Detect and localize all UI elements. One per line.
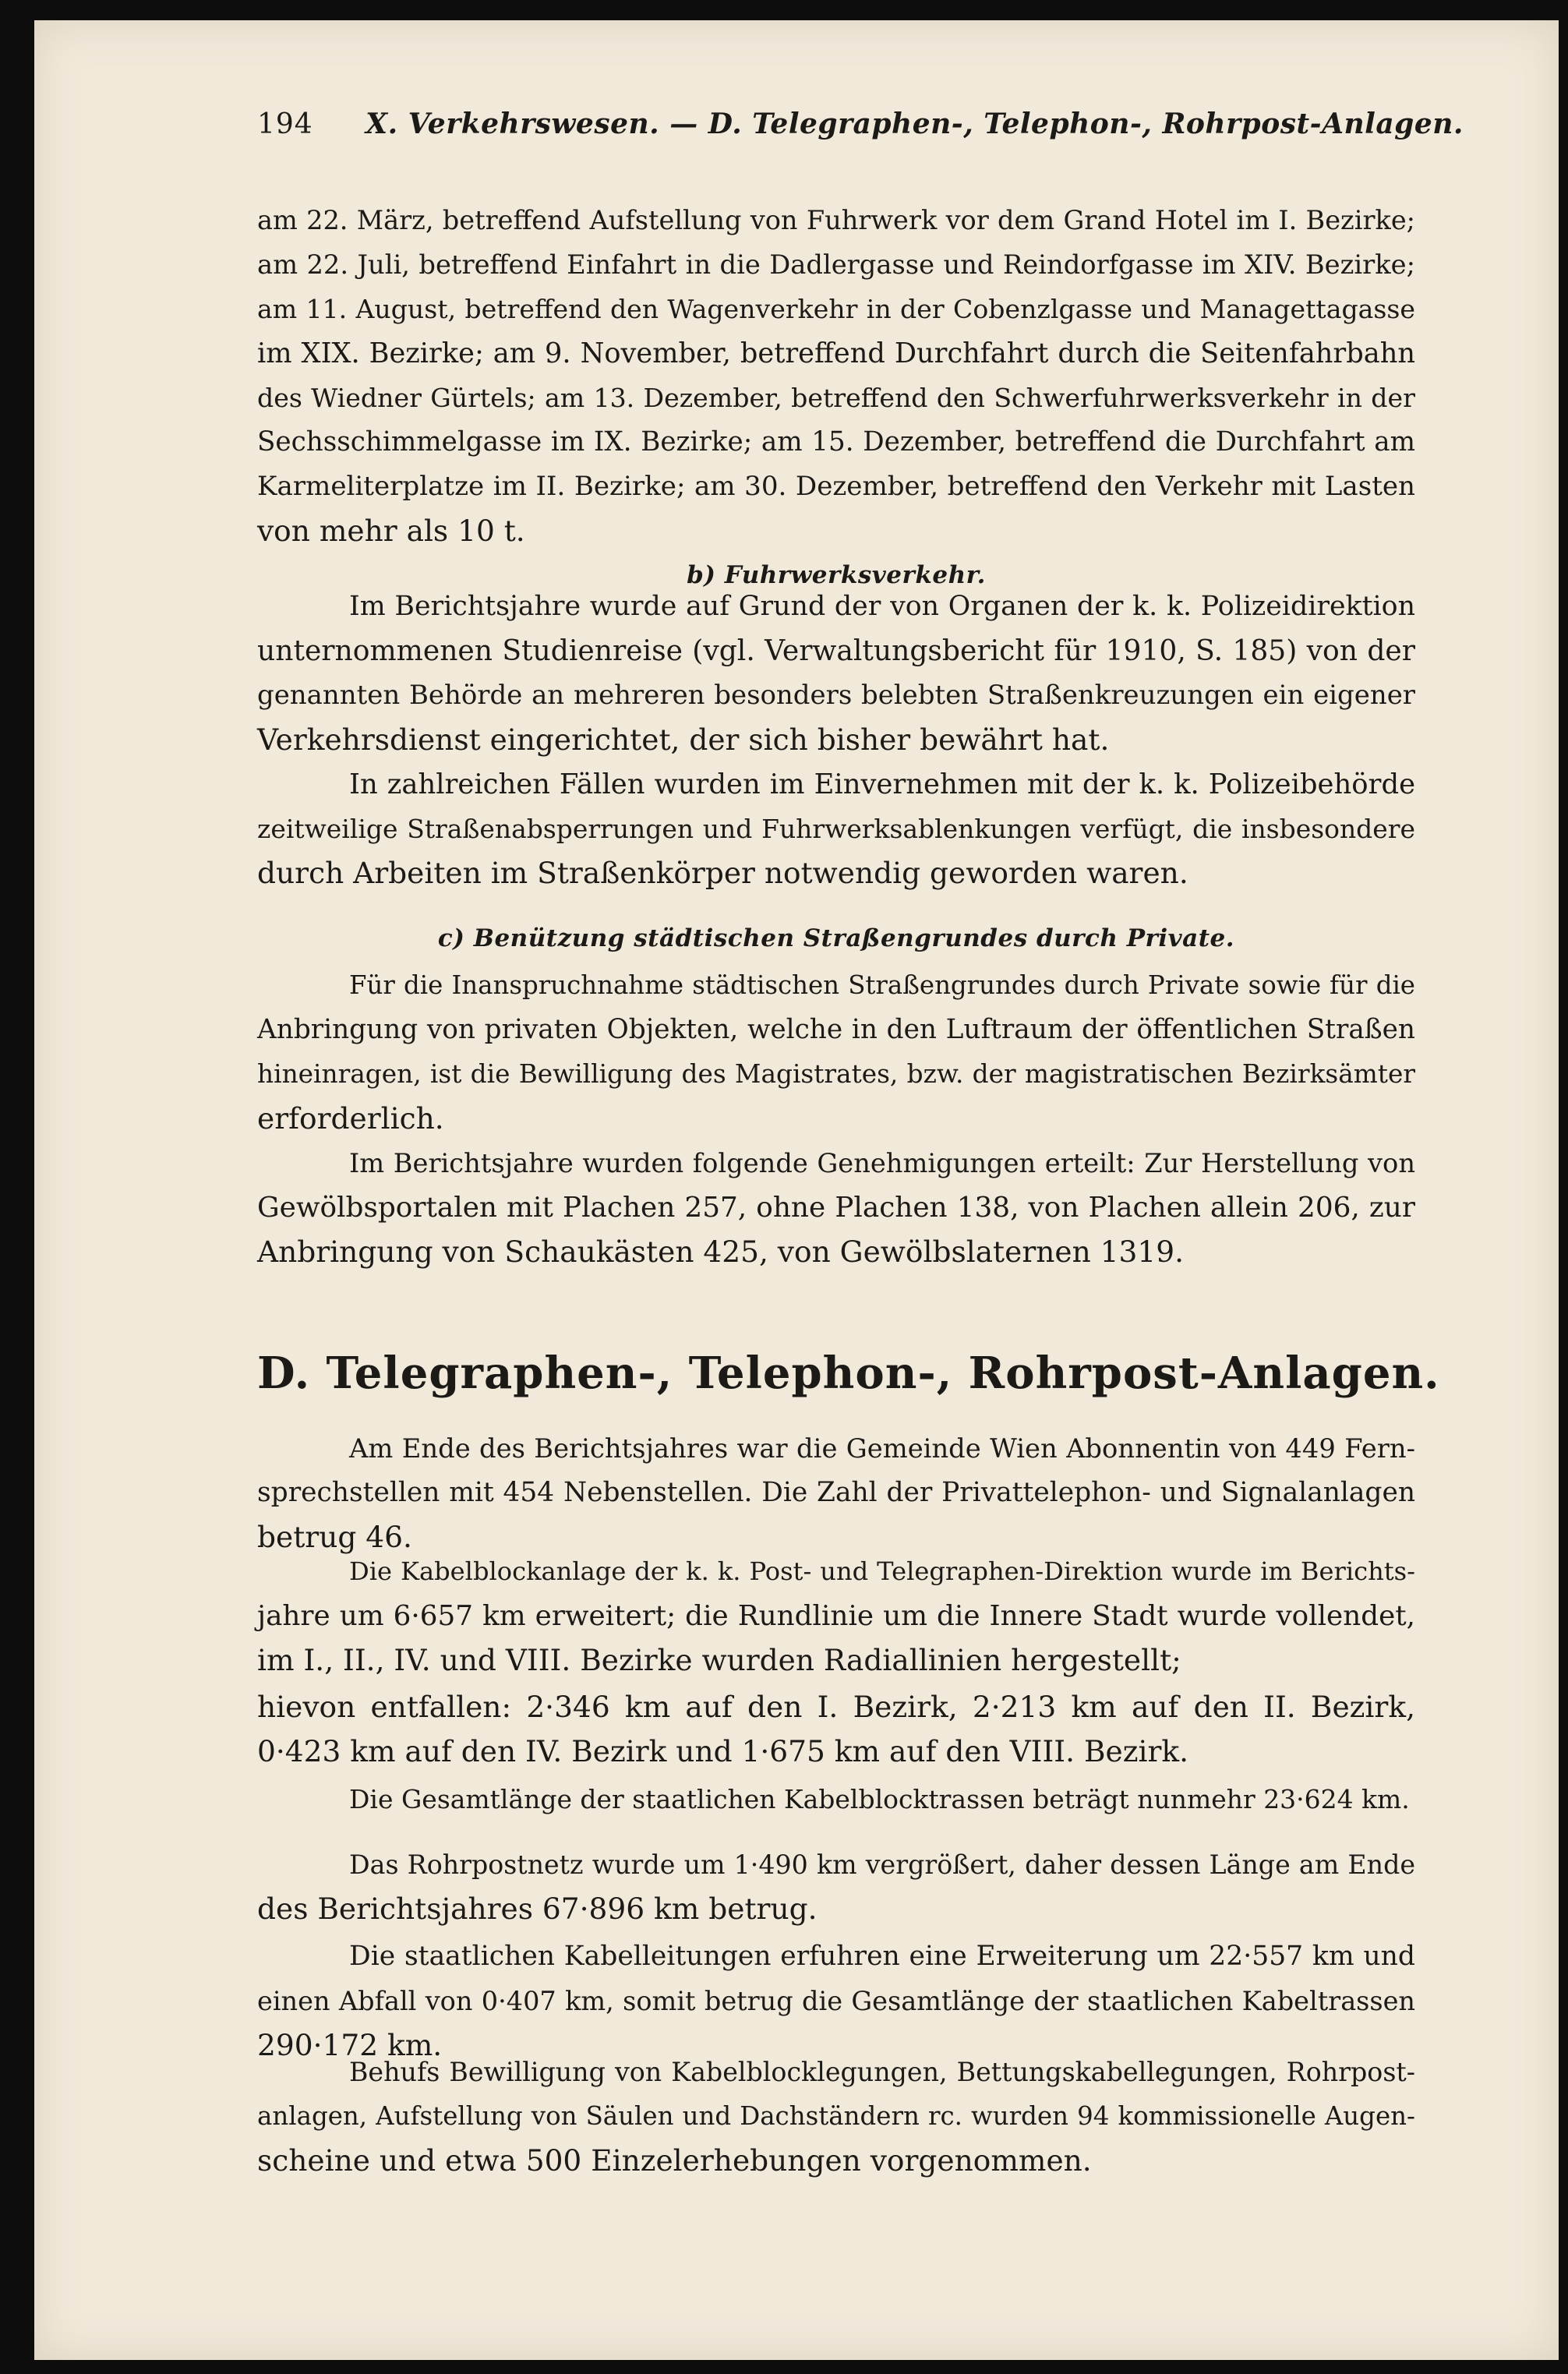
section-c-paragraph-2 <box>257 1141 1415 1274</box>
subheading-benuetzung-strassengrund: c) Benützung städtischen Straßengrundes durch Private. <box>437 924 1235 952</box>
section-d-paragraph-2 <box>257 1549 1415 1683</box>
text-line: 290·172 km. <box>257 2028 443 2062</box>
text-line: Anbringung von privaten Objekten, welche in den Luftraum der öffentlichen Straßen <box>257 1014 1415 1045</box>
text-line: In zahlreichen Fällen wurden im Einvernehmen mit der k. k. Polizeibehörde <box>349 768 1415 800</box>
text-line: Die Kabelblockanlage der k. k. Post- und Telegraphen-Direktion wurde im Berichts- <box>349 1556 1415 1586</box>
section-d-paragraph-6 <box>257 1934 1415 2068</box>
section-d-paragraph-1 <box>257 1426 1415 1560</box>
text-line: Für die Inanspruchnahme städtischen Straßengrundes durch Private sowie für die <box>349 970 1415 1000</box>
text-line: erforderlich. <box>257 1101 444 1136</box>
section-b-paragraph-1 <box>257 585 1415 762</box>
text-line: am 22. März, betreffend Aufstellung von Fuhrwerk vor dem Grand Hotel im I. Bezirke; <box>257 205 1415 235</box>
text-line: Anbringung von Schaukästen 425, von Gewölbslaternen 1319. <box>257 1235 1185 1269</box>
text-line: Das Rohrpostnetz wurde um 1·490 km vergrößert, daher dessen Länge am Ende <box>349 1849 1415 1880</box>
text-line: Im Berichtsjahre wurden folgende Genehmigungen erteilt: Zur Herstellung von <box>349 1148 1415 1178</box>
text-line: einen Abfall von 0·407 km, somit betrug die Gesamtlänge der staatlichen Kabeltrassen <box>257 1986 1415 2016</box>
text-line: Die Gesamtlänge der staatlichen Kabelblocktrassen beträgt nunmehr 23·624 km. <box>349 1784 1410 1814</box>
text-line: jahre um 6·657 km erweitert; die Rundlinie um die Innere Stadt wurde vollendet, <box>257 1600 1415 1632</box>
running-header <box>257 108 1464 140</box>
section-title-telegraphen: D. Telegraphen-, Telephon-, Rohrpost-Anlagen. <box>257 1348 1440 1399</box>
section-b-paragraph-2 <box>257 762 1415 896</box>
text-line: Im Berichtsjahre wurde auf Grund der von Organen der k. k. Polizeidirektion <box>349 591 1415 622</box>
subheading-fuhrwerksverkehr: b) Fuhrwerksverkehr. <box>687 561 986 589</box>
text-line: im XIX. Bezirke; am 9. November, betreffend Durchfahrt durch die Seitenfahrbahn <box>257 337 1415 369</box>
page-number: 194 <box>257 108 313 140</box>
section-d-paragraph-3 <box>257 1685 1415 1774</box>
running-title: X. Verkehrswesen. — D. Telegraphen-, Telephon-, Rohrpost-Anlagen. <box>366 108 1464 140</box>
text-line: genannten Behörde an mehreren besonders belebten Straßenkreuzungen ein eigener <box>257 680 1415 711</box>
text-line: Gewölbsportalen mit Plachen 257, ohne Plachen 138, von Plachen allein 206, zur <box>257 1192 1415 1224</box>
text-line: scheine und etwa 500 Einzelerhebungen vorgenommen. <box>257 2143 1092 2178</box>
text-line: Behufs Bewilligung von Kabelblocklegungen, Bettungskabellegungen, Rohrpost- <box>349 2057 1415 2087</box>
text-line: hievon entfallen: 2·346 km auf den I. Bezirk, 2·213 km auf den II. Bezirk, <box>257 1690 1415 1724</box>
text-line: am 22. Juli, betreffend Einfahrt in die Dadlergasse und Reindorfgasse im XIV. Bezirke; <box>257 249 1415 280</box>
text-line: sprechstellen mit 454 Nebenstellen. Die Zahl der Privattelephon- und Signalanlagen <box>257 1477 1415 1508</box>
text-line: 0·423 km auf den IV. Bezirk und 1·675 km auf den VIII. Bezirk. <box>257 1734 1189 1768</box>
text-line: von mehr als 10 t. <box>257 514 525 548</box>
text-line: anlagen, Aufstellung von Säulen und Dachständern rc. wurden 94 kommissionelle Augen- <box>257 2101 1415 2131</box>
text-line: Karmeliterplatze im II. Bezirke; am 30. Dezember, betreffend den Verkehr mit Lasten <box>257 471 1415 502</box>
section-d-paragraph-4 <box>257 1777 1415 1821</box>
text-line: unternommenen Studienreise (vgl. Verwaltungsbericht für 1910, S. 185) von der <box>257 634 1415 667</box>
text-line: des Berichtsjahres 67·896 km betrug. <box>257 1892 818 1926</box>
text-line: hineinragen, ist die Bewilligung des Magistrates, bzw. der magistratischen Bezirksämter <box>257 1059 1415 1089</box>
text-line: zeitweilige Straßenabsperrungen und Fuhrwerksablenkungen verfügt, die insbesondere <box>257 814 1415 844</box>
section-d-paragraph-7 <box>257 2050 1415 2183</box>
text-line: im I., II., IV. und VIII. Bezirke wurden Radiallinien hergestellt; <box>257 1643 1181 1677</box>
text-line: Die staatlichen Kabelleitungen erfuhren eine Erweiterung um 22·557 km und <box>349 1941 1415 1972</box>
section-d-paragraph-5 <box>257 1842 1415 1931</box>
text-line: Am Ende des Berichtsjahres war die Gemeinde Wien Abonnentin von 449 Fern- <box>349 1433 1415 1464</box>
text-line: am 11. August, betreffend den Wagenverkehr in der Cobenzlgasse und Managettagasse <box>257 294 1415 324</box>
text-line: durch Arbeiten im Straßenkörper notwendig geworden waren. <box>257 856 1188 890</box>
text-line: betrug 46. <box>257 1520 412 1554</box>
intro-paragraph <box>257 198 1415 553</box>
text-line: Verkehrsdienst eingerichtet, der sich bisher bewährt hat. <box>257 722 1110 757</box>
section-c-paragraph-1 <box>257 963 1415 1141</box>
text-line: des Wiedner Gürtels; am 13. Dezember, betreffend den Schwerfuhrwerksverkehr in der <box>257 383 1415 413</box>
text-line: Sechsschimmelgasse im IX. Bezirke; am 15. Dezember, betreffend die Durchfahrt am <box>257 426 1415 457</box>
